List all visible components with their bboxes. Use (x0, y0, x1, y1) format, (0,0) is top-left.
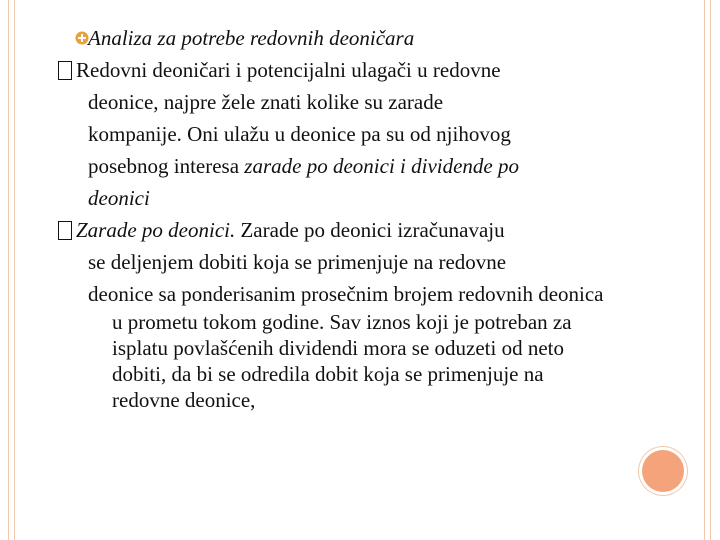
paragraph-1-line-2: deonice, najpre žele znati kolike su zarade (88, 90, 444, 114)
paragraph-2-indent-3: dobiti, da bi se odredila dobit koja se primenjuje na (112, 362, 544, 386)
paragraph-2-line-2: se deljenjem dobiti koja se primenjuje na redovne (88, 250, 507, 274)
paragraph-2-indent-4: redovne deonice, (112, 388, 256, 412)
page-title: Analiza za potrebe redovnih deoničara (88, 26, 415, 50)
frame-rule-right-inner (710, 0, 711, 540)
frame-rule-right (704, 0, 705, 540)
missing-glyph-box-icon (58, 61, 72, 80)
paragraph-2-line-3: deonice sa ponderisanim prosečnim brojem redovnih deonica (88, 282, 604, 306)
paragraph-1-line-1: Redovni deoničari i potencijalni ulagači u redovne (58, 54, 501, 86)
paragraph-2-line-1: Zarade po deonici. Zarade po deonici izračunavaju (58, 214, 505, 246)
paragraph-1-line-4: posebnog interesa zarade po deonici i dividende po (88, 154, 519, 178)
paragraph-2-indent-1: u prometu tokom godine. Sav iznos koji je potreban za (112, 310, 572, 334)
gear-bullet-icon (74, 30, 90, 46)
paragraph-2-indent-2: isplatu povlašćenih dividendi mora se oduzeti od neto (112, 336, 564, 360)
decorative-circle (642, 450, 684, 492)
paragraph-1-line-3: kompanije. Oni ulažu u deonice pa su od njihovog (88, 122, 511, 146)
title-line (88, 22, 414, 54)
frame-rule-left-inner (14, 0, 15, 540)
missing-glyph-box-icon (58, 221, 72, 240)
frame-rule-left (8, 0, 9, 540)
paragraph-1-line-5: deonici (88, 186, 150, 210)
